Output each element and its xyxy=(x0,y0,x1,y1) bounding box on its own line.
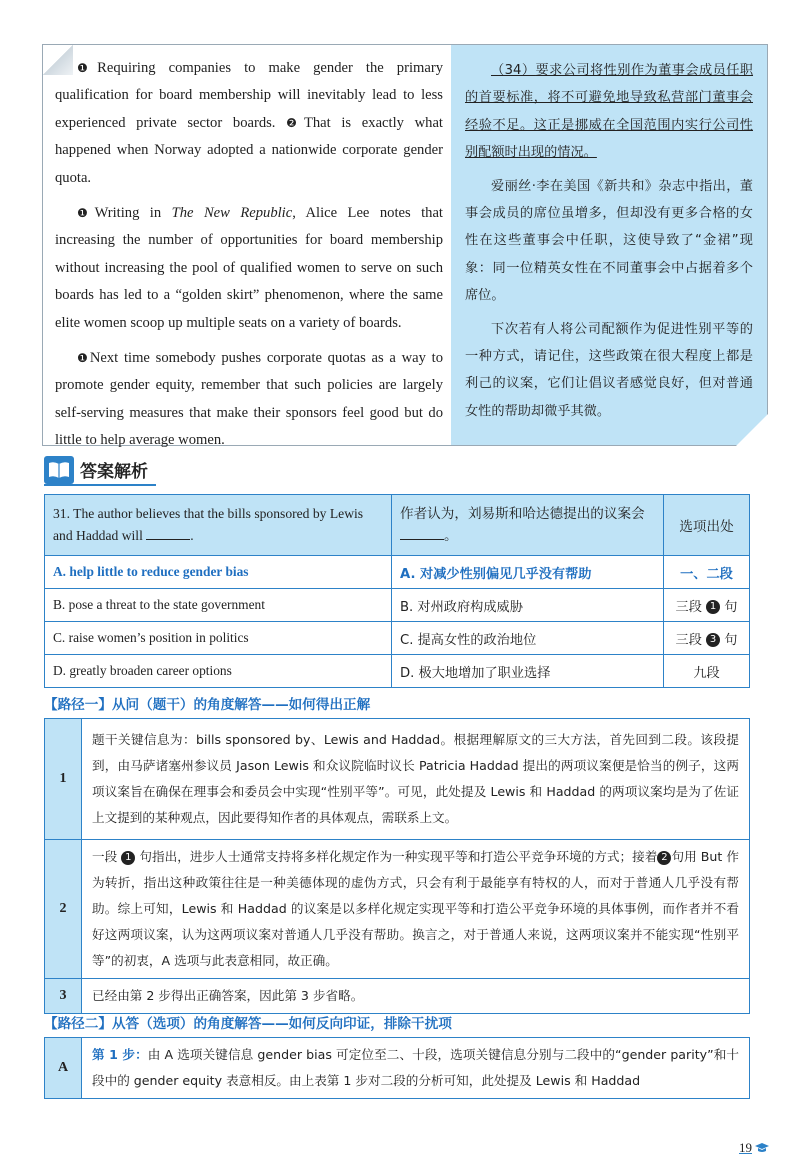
en-text: , Alice Lee notes that increasing the number of opportunities for board membership without increasing the pool of qualified women to serve on such boards has led to a “golden skirt” phenomenon, where the same elite women scoop up multiple seats on a variety of boards. xyxy=(55,205,443,331)
option-zh: C. 提高女性的政治地位 xyxy=(392,622,664,655)
path2-heading: 【路径二】从答（选项）的角度解答——如何反向印证，排除干扰项 xyxy=(44,1016,452,1032)
option-zh: B. 对州政府构成威胁 xyxy=(392,589,664,622)
question-en: 31. The author believes that the bills sponsored by Lewis and Haddad will . xyxy=(45,495,392,556)
step-text: 题干关键信息为：bills sponsored by、Lewis and Haddad。根据理解原文的三大方法，首先回到二段。该段提到，由马萨诸塞州参议员 Jason Lewis 和众议院临时议长 Patricia Haddad 提出的两项议案便是恰当的例子，这两项议案旨在确保在理事会和委员会中实现“性别平等”。可见，此处提及 Lewis 和 Haddad 的两项议案均是为了佐证上文提到的某种观点，因此要得知作者的具体观点，需联系上文。 xyxy=(82,719,750,840)
step-label: 1 xyxy=(45,719,82,840)
option-en: D. greatly broaden career options xyxy=(45,655,392,688)
paragraph-number: （34） xyxy=(491,63,536,78)
question-row xyxy=(45,495,750,556)
option-source: 三段 3 句 xyxy=(664,622,750,655)
sentence-number-badge: 1 xyxy=(121,851,135,865)
heading-underline xyxy=(44,484,156,486)
option-zh: A. 对减少性别偏见几乎没有帮助 xyxy=(392,556,664,589)
en-paragraph-2 xyxy=(55,200,443,337)
option-row xyxy=(45,655,750,688)
en-text: That is exactly what happened when Norway adopted a nationwide corporate gender quota. xyxy=(55,114,443,186)
source-header: 选项出处 xyxy=(664,495,750,556)
english-passage xyxy=(55,55,443,463)
publication-title: The New Republic xyxy=(171,205,293,222)
answer-blank xyxy=(400,527,444,540)
option-en: C. raise women’s position in politics xyxy=(45,622,392,655)
sentence-marker: ❶ xyxy=(77,351,90,366)
step-row xyxy=(45,979,750,1014)
option-source: 一、二段 xyxy=(664,556,750,589)
sentence-marker: ❷ xyxy=(286,115,304,130)
en-text: Writing in xyxy=(94,205,172,222)
option-row xyxy=(45,622,750,655)
page-number: 19 xyxy=(739,1140,752,1155)
path1-heading: 【路径一】从问（题干）的角度解答——如何得出正解 xyxy=(44,697,371,713)
path1-steps-table xyxy=(44,718,750,1014)
sentence-number-badge: 3 xyxy=(706,633,720,647)
sentence-number-badge: 1 xyxy=(706,600,720,614)
path2-steps-table xyxy=(44,1037,750,1099)
zh-paragraph-1 xyxy=(465,57,753,167)
option-source: 三段 1 句 xyxy=(664,589,750,622)
sentence-number-badge: 2 xyxy=(657,851,671,865)
step-number: 第 1 步： xyxy=(92,1047,148,1062)
step-text: 第 1 步：由 A 选项关键信息 gender bias 可定位至二、十段，选项关键信息分别与二段中的“gender parity”和十段中的 gender equity 表意相反。由上表第 1 步对二段的分析可知，此处提及 Lewis 和 Haddad xyxy=(82,1038,750,1099)
passage-box xyxy=(42,44,768,449)
option-zh: D. 极大地增加了职业选择 xyxy=(392,655,664,688)
zh-paragraph-3: 下次若有人将公司配额作为促进性别平等的一种方式，请记住，这些政策在很大程度上都是利己的议案，它们让倡议者感觉良好，但对普通女性的帮助却微乎其微。 xyxy=(465,321,753,419)
book-icon xyxy=(44,456,74,484)
sentence-marker: ❶ xyxy=(77,61,98,75)
section-title: 答案解析 xyxy=(80,462,148,482)
zh-paragraph-2: 爱丽丝·李在美国《新共和》杂志中指出，董事会成员的席位虽增多，但却没有更多合格的女性在这些董事会中任职，这使导致了“金裙”现象：同一位精英女性在不同董事会中占据着多个席位。 xyxy=(465,178,753,304)
option-row xyxy=(45,556,750,589)
en-text: Next time somebody pushes corporate quotas as a way to promote gender equity, remember that such policies are largely self-serving measures that make their sponsors feel good but do little to help average women. xyxy=(55,350,444,449)
section-heading xyxy=(44,456,764,486)
option-row xyxy=(45,589,750,622)
en-paragraph-1 xyxy=(55,55,443,192)
option-en: A. help little to reduce gender bias xyxy=(45,556,392,589)
step-text: 已经由第 2 步得出正确答案，因此第 3 步省略。 xyxy=(82,979,750,1014)
step-label: A xyxy=(45,1038,82,1099)
question-zh: 作者认为，刘易斯和哈达德提出的议案会。 xyxy=(392,495,664,556)
step-label: 2 xyxy=(45,840,82,979)
step-row xyxy=(45,1038,750,1099)
option-en: B. pose a threat to the state government xyxy=(45,589,392,622)
en-text: Requiring companies to make gender the primary qualification for board membership will inevitably lead to less experienced private sector boards. xyxy=(55,60,443,131)
page-curl-decoration xyxy=(735,413,769,447)
answer-options-table xyxy=(44,494,750,688)
step-row xyxy=(45,719,750,840)
en-paragraph-3 xyxy=(55,345,443,455)
graduation-cap-icon xyxy=(754,1142,770,1154)
step-text: 一段 1 句指出，进步人士通常支持将多样化规定作为一种实现平等和打造公平竞争环境的方式；接着 2 句用 But 作为转折，指出这种政策往往是一种美德体现的虚伪方式，只会有利于最能享有特权的人，而对于普通人几乎没有帮助。综上可知，Lewis 和 Haddad 的议案是以多样化规定实现平等和打造公平竞争环境的具体事例，而作者并不看好这两项议案，认为这两项议案对普通人几乎没有帮助。换言之，对于普通人来说，这两项议案并不能实现“性别平等”的初衷，A 选项与此表意相同，故正确。 xyxy=(82,840,750,979)
step-row xyxy=(45,840,750,979)
step-label: 3 xyxy=(45,979,82,1014)
chinese-translation xyxy=(451,45,767,445)
answer-blank xyxy=(146,527,190,540)
option-source: 九段 xyxy=(664,655,750,688)
zh-text: 要求公司将性别作为董事会成员任职的首要标准，将不可避免地导致私营部门董事会经验不足。这正是挪威在全国范围内实行公司性别配额时出现的情况。 xyxy=(465,63,754,161)
sentence-marker: ❶ xyxy=(77,206,95,221)
